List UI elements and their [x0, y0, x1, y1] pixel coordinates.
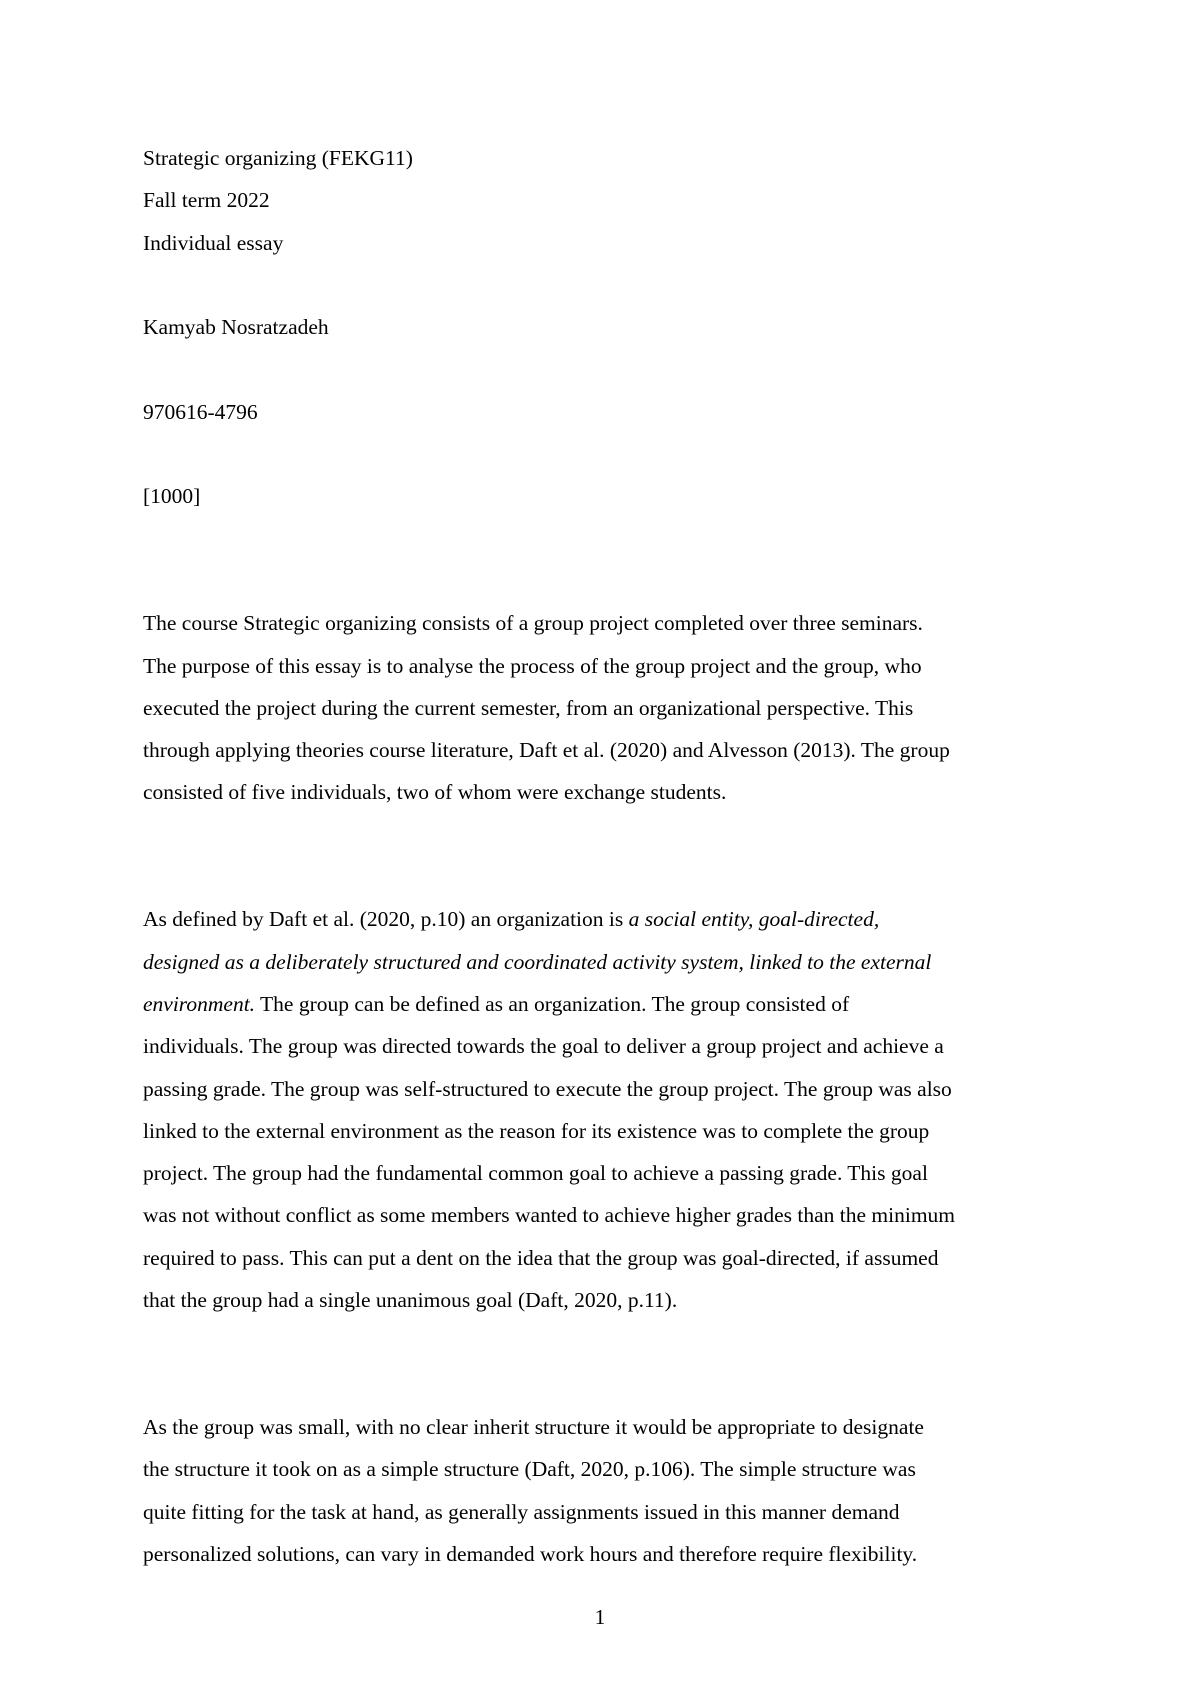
- paragraph-line: was not without conflict as some members wanted to achieve higher grades than the minimum: [143, 1203, 956, 1228]
- spacer: [143, 348, 1073, 390]
- spacer: [143, 518, 1073, 603]
- term-line: Fall term 2022: [143, 188, 270, 213]
- paragraph-line: through applying theories course literature, Daft et al. (2020) and Alvesson (2013). The group: [143, 738, 950, 763]
- paragraph-line: project. The group had the fundamental common goal to achieve a passing grade. This goal: [143, 1161, 928, 1186]
- spacer: [143, 814, 1073, 899]
- paragraph-line: The course Strategic organizing consists of a group project completed over three seminars.: [143, 611, 923, 636]
- paragraph-line: [143, 941, 1073, 983]
- paragraph-line: personalized solutions, can vary in demanded work hours and therefore require flexibility.: [143, 1541, 918, 1566]
- spacer: [143, 433, 1073, 475]
- course-title: Strategic organizing (FEKG11): [143, 146, 413, 170]
- paragraph-line: consisted of five individuals, two of whom were exchange students.: [143, 780, 727, 805]
- paragraph-text: The group can be defined as an organization. The group consisted of: [255, 991, 850, 1016]
- quoted-definition: designed as a deliberately structured and coordinated activity system, linked to the external: [143, 949, 932, 974]
- paragraph-line: [143, 898, 1073, 940]
- essay-type: Individual essay: [143, 230, 284, 255]
- id-number: 970616-4796: [143, 399, 258, 424]
- paragraph-introduction: [143, 602, 1073, 813]
- paragraph-line: executed the project during the current semester, from an organizational perspective. This: [143, 695, 914, 720]
- quoted-definition: environment.: [143, 991, 256, 1016]
- paragraph-simple-structure: [143, 1406, 1073, 1575]
- author-name: Kamyab Nosratzadeh: [143, 315, 329, 340]
- paragraph-line: required to pass. This can put a dent on the idea that the group was goal-directed, if assumed: [143, 1245, 939, 1270]
- paragraph-line: The purpose of this essay is to analyse the process of the group project and the group, who: [143, 653, 922, 678]
- spacer: [143, 264, 1073, 306]
- page-number: 1: [594, 1605, 606, 1629]
- paragraph-line: linked to the external environment as the reason for its existence was to complete the group: [143, 1118, 930, 1143]
- paragraph-line: the structure it took on as a simple structure (Daft, 2020, p.106). The simple structure was: [143, 1457, 916, 1482]
- paragraph-line: that the group had a single unanimous goal (Daft, 2020, p.11).: [143, 1288, 678, 1313]
- spacer: [143, 1321, 1073, 1406]
- paragraph-line: passing grade. The group was self-structured to execute the group project. The group was also: [143, 1076, 952, 1101]
- paragraph-line: [143, 983, 1073, 1025]
- paragraph-line: As the group was small, with no clear inherit structure it would be appropriate to designate: [143, 1414, 924, 1439]
- paragraph-text: As defined by Daft et al. (2020, p.10) an organization is: [143, 907, 629, 932]
- paragraph-line: individuals. The group was directed towards the goal to deliver a group project and achieve a: [143, 1034, 944, 1059]
- quoted-definition: a social entity, goal-directed,: [628, 907, 880, 932]
- document-content: [143, 137, 1073, 1575]
- paragraph-line: quite fitting for the task at hand, as generally assignments issued in this manner demand: [143, 1499, 900, 1524]
- word-count: [1000]: [143, 484, 201, 509]
- paragraph-organization-definition: [143, 898, 1073, 1321]
